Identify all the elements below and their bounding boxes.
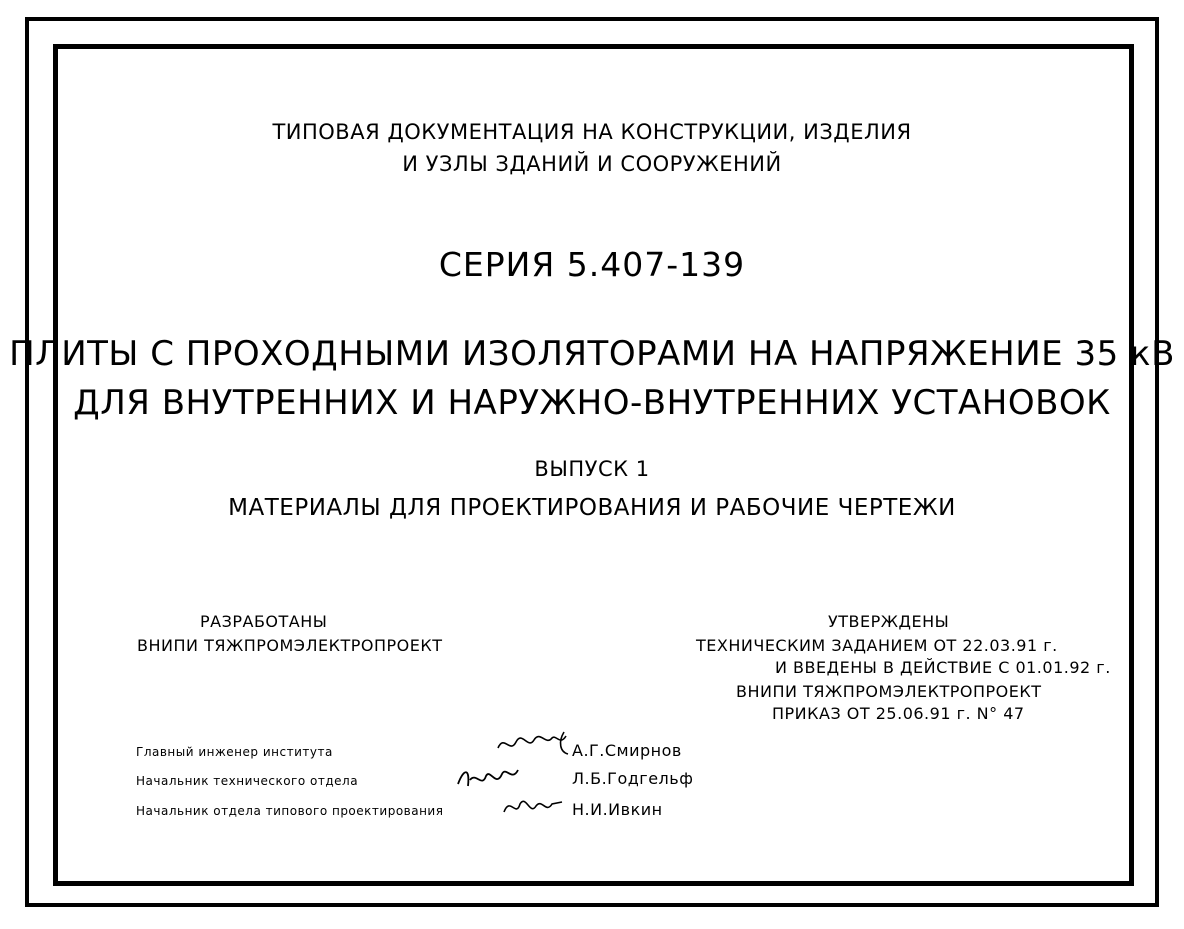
approved-line-4: ПРИКАЗ ОТ 25.06.91 г. N° 47 — [772, 704, 1025, 723]
signatory-name-1: А.Г.Смирнов — [572, 741, 682, 760]
signature-1 — [494, 728, 572, 758]
title-line-2: ДЛЯ ВНУТРЕННИХ И НАРУЖНО-ВНУТРЕННИХ УСТАНОВОК — [73, 383, 1111, 423]
title-line-1: ПЛИТЫ С ПРОХОДНЫМИ ИЗОЛЯТОРАМИ НА НАПРЯЖЕНИЕ 35 кВ — [9, 334, 1175, 374]
approved-line-1: ТЕХНИЧЕСКИМ ЗАДАНИЕМ ОТ 22.03.91 г. — [696, 636, 1058, 655]
approved-label: УТВЕРЖДЕНЫ — [828, 612, 950, 631]
signatory-name-3: Н.И.Ивкин — [572, 800, 663, 819]
signatory-role-3: Начальник отдела типового проектирования — [136, 804, 444, 818]
approved-line-3: ВНИПИ ТЯЖПРОМЭЛЕКТРОПРОЕКТ — [736, 682, 1042, 701]
header-line-1: ТИПОВАЯ ДОКУМЕНТАЦИЯ НА КОНСТРУКЦИИ, ИЗДЕЛИЯ — [272, 120, 912, 144]
signature-3 — [500, 790, 568, 822]
approved-line-2: И ВВЕДЕНЫ В ДЕЙСТВИЕ С 01.01.92 г. — [775, 658, 1111, 677]
issue-number: ВЫПУСК 1 — [534, 457, 650, 481]
series-number: СЕРИЯ 5.407-139 — [438, 245, 746, 284]
subtitle: МАТЕРИАЛЫ ДЛЯ ПРОЕКТИРОВАНИЯ И РАБОЧИЕ ЧЕРТЕЖИ — [228, 495, 956, 521]
developed-org: ВНИПИ ТЯЖПРОМЭЛЕКТРОПРОЕКТ — [137, 636, 443, 655]
signatory-name-2: Л.Б.Годгельф — [572, 769, 694, 788]
signatory-role-2: Начальник технического отдела — [136, 774, 359, 788]
signatory-role-1: Главный инженер института — [136, 745, 333, 759]
developed-label: РАЗРАБОТАНЫ — [200, 612, 328, 631]
header-line-2: И УЗЛЫ ЗДАНИЙ И СООРУЖЕНИЙ — [402, 152, 782, 176]
